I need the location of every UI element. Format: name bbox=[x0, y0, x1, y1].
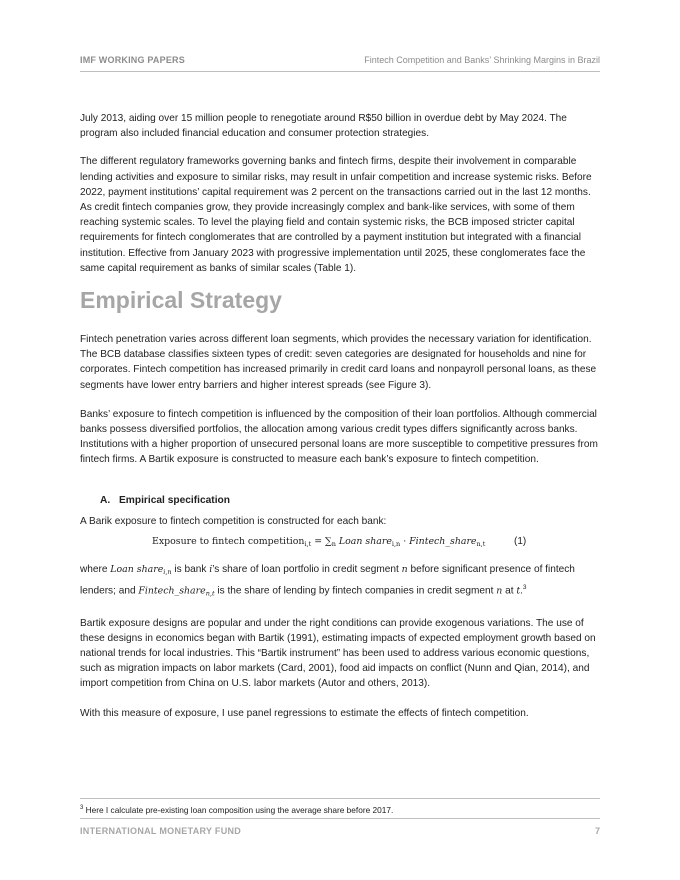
paragraph-regulatory-frameworks: The different regulatory frameworks governing banks and fintech firms, despite their involvement in comparable lending activities and exposure to similar risks, may result in unfair competition and increase systemic risks. Before 2022, payment institutions’ capital requirement was 2 percent on the transactions carried out in the last 12 months. As credit fintech companies grow, they provide increasingly complex and bank-like services, with some of them reaching systemic scales. To level the playing field and contain systemic risks, the BCB imposed stricter capital requirements for fintech conglomerates that are controlled by a payment institution but integrated with a financial institution. Effective from January 2023 with progressive implementation until 2025, these conglomerates face the same capital requirement as banks of similar scales (Table 1). bbox=[80, 156, 592, 274]
p6-var1-sub: i,n bbox=[163, 567, 172, 576]
eq-equals: = bbox=[311, 535, 326, 547]
subsection-heading bbox=[100, 493, 600, 508]
footer-organization: INTERNATIONAL MONETARY FUND bbox=[80, 826, 242, 836]
eq-term2-sub: n,t bbox=[476, 539, 486, 548]
running-footer bbox=[80, 818, 600, 839]
equation-number: (1) bbox=[514, 535, 527, 547]
paragraph-continuation: July 2013, aiding over 15 million people to renegotiate around R$50 billion in overdue debt by May 2024. The program also included financial education and consumer protection strategies. bbox=[80, 113, 567, 140]
p6-text-e: is the share of lending by fintech companies in credit segment bbox=[214, 585, 497, 597]
header-paper-title: Fintech Competition and Banks’ Shrinking Margins in Brazil bbox=[364, 55, 600, 65]
eq-dot: · bbox=[400, 535, 410, 547]
running-header bbox=[80, 55, 600, 72]
p6-text-g: . bbox=[520, 585, 523, 597]
equation-1 bbox=[80, 534, 600, 556]
paragraph-panel-regressions: With this measure of exposure, I use panel regressions to estimate the effects of fintech competition. bbox=[80, 707, 529, 719]
p6-text-c: ’s share of loan portfolio in credit segment bbox=[212, 563, 402, 575]
eq-term-loan-share: Loan share bbox=[335, 535, 392, 547]
equation-formula bbox=[152, 536, 485, 548]
p6-var-fintech-share: Fintech_share bbox=[138, 585, 206, 597]
eq-sum-sub: n bbox=[331, 539, 336, 548]
main-body bbox=[80, 111, 600, 721]
footnote-text: Here I calculate pre-existing loan composition using the average share before 2017. bbox=[83, 805, 394, 815]
p6-var-t: t bbox=[516, 585, 521, 597]
eq-lhs: Exposure to fintech competition bbox=[152, 535, 305, 547]
p6-var-n2: n bbox=[496, 585, 503, 597]
paragraph-bank-exposure: Banks’ exposure to fintech competition is influenced by the composition of their loan portfolios. Although commercial banks possess diversified portfolios, the allocation among various credit types differs significantly across banks. Institutions with a higher proportion of unsecured personal loans are more susceptible to competitive pressures from fintech firms. A Bartik exposure is constructed to measure each bank’s exposure to fintech competition. bbox=[80, 408, 598, 466]
paragraph-equation-intro: A Barik exposure to fintech competition is constructed for each bank: bbox=[80, 515, 387, 527]
eq-sum: ∑ bbox=[325, 535, 332, 547]
paragraph-fintech-penetration: Fintech penetration varies across different loan segments, which provides the necessary variation for identification. The BCB database classifies sixteen types of credit: seven categories are designated for households and nine for corporates. Fintech competition has increased primarily in credit card loans and nonpayroll personal loans, as these segments have lower entry barriers and higher interest spreads (see Figure 3). bbox=[80, 334, 597, 391]
footnote-mark: 3 bbox=[80, 805, 84, 812]
section-title: Empirical Strategy bbox=[80, 287, 282, 314]
p6-var-loan-share: Loan share bbox=[110, 563, 164, 575]
paragraph-bartik-designs: Bartik exposure designs are popular and under the right conditions can provide exogenous variations. The use of these designs in economics began with Bartik (1991), estimating impacts of expected employment growth based on national trends for local industries. This “Bartik instrument” has been used to address various economic questions, such as migration impacts on labor markets (Card, 2001), food aid impacts on conflict (Nunn and Qian, 2014), and import competition from China on U.S. labor markets (Autor and others, 2013). bbox=[80, 617, 596, 690]
p6-text-a: where bbox=[80, 563, 111, 575]
header-series-title: IMF WORKING PAPERS bbox=[80, 55, 185, 65]
subsection-title: Empirical specification bbox=[119, 494, 230, 506]
eq-term1-sub: i,n bbox=[391, 539, 401, 548]
footnote-reference[interactable]: 3 bbox=[522, 584, 527, 592]
p6-text-b: is bank bbox=[171, 563, 210, 575]
eq-term-fintech-share: Fintech_share bbox=[409, 535, 477, 547]
p6-var-n: n bbox=[401, 563, 408, 575]
subsection-label: A. bbox=[100, 494, 111, 506]
p6-text-f: at bbox=[502, 585, 517, 597]
paragraph-variable-definitions bbox=[80, 562, 600, 602]
p6-var2-sub: n,t bbox=[205, 589, 215, 598]
page-number: 7 bbox=[594, 826, 600, 836]
p6-text-d: before significant presence of fintech lenders; and bbox=[80, 563, 575, 597]
p6-var-i: i bbox=[209, 563, 213, 575]
footnote bbox=[80, 798, 600, 815]
eq-lhs-sub: i,t bbox=[304, 539, 312, 548]
